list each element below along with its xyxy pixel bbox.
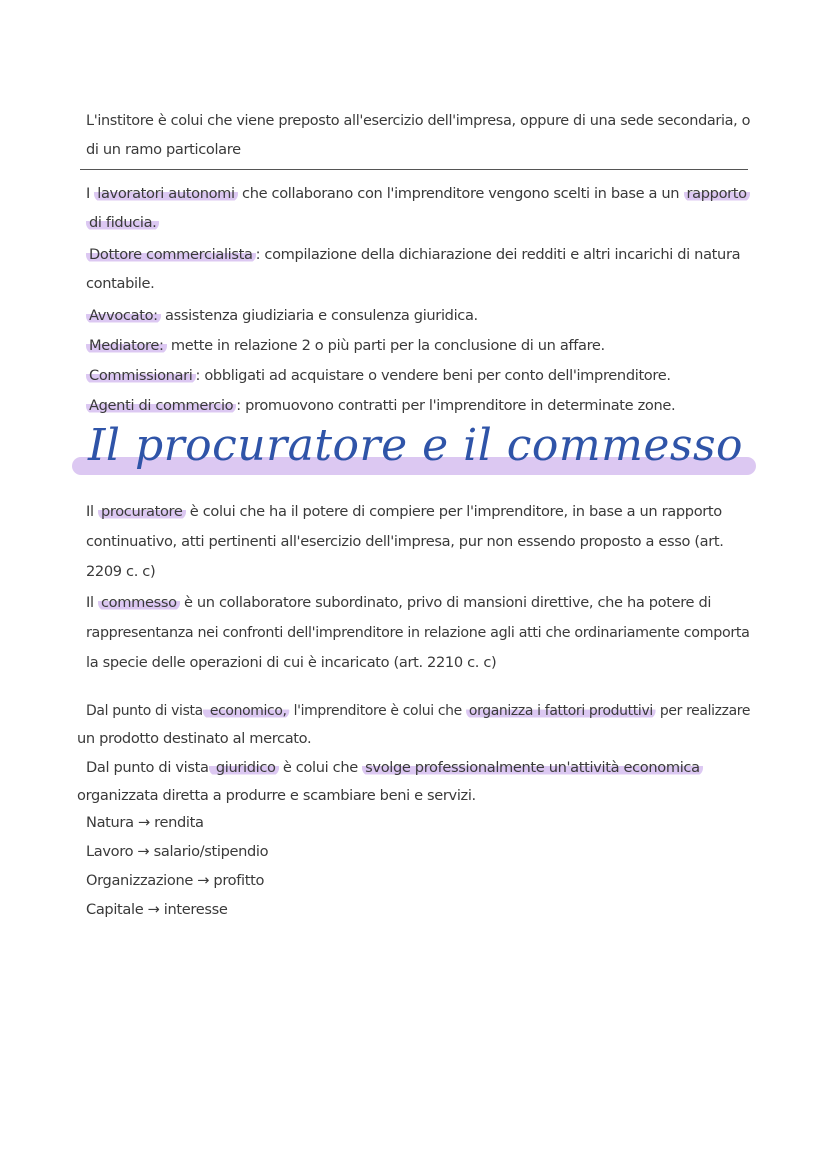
autonomi-line-1 [86,184,750,204]
giuridico-line-2: organizzata diretta a produrre e scambiare beni e servizi. [77,787,476,804]
text: Il [86,503,98,520]
autonomi-line-2 [86,213,159,233]
procuratore-line-3: 2209 c. c) [86,563,156,580]
text: è un collaboratore subordinato, privo di mansioni direttive, che ha potere di [179,594,712,611]
profession-mediatore [86,336,605,356]
term-highlight: Mediatore: [86,337,167,354]
term-text: : obbligati ad acquistare o vendere beni per conto dell'imprenditore. [195,367,671,384]
profession-commercialista [86,245,740,265]
highlight-giuridico: giuridico [209,759,279,776]
section-divider [80,169,748,170]
highlight-attivita-economica: svolge professionalmente un'attività economica [362,759,703,776]
profession-commissionari [86,366,671,386]
term-text: assistenza giudiziaria e consulenza giuridica. [160,307,478,324]
text: è colui che [278,759,363,776]
text: Dal punto di vista [86,759,209,776]
factor-item: Organizzazione → profitto [86,872,265,889]
profession-avvocato [86,306,478,326]
text: è colui che ha il potere di compiere per l'imprenditore, in base a un rapporto [185,503,722,520]
text: che collaborano con l'imprenditore vengono scelti in base a un [237,185,684,202]
giuridico-line-1 [86,758,703,778]
profession-agenti [86,396,675,416]
highlight-procuratore: procuratore [98,503,186,520]
profession-commercialista-cont [86,274,154,294]
term-highlight: Agenti di commercio [86,397,236,414]
institore-line-2: di un ramo particolare [86,141,241,158]
economico-line-2: un prodotto destinato al mercato. [77,730,312,747]
term-text: mette in relazione 2 o più parti per la conclusione di un affare. [166,337,605,354]
term-text: : promuovono contratti per l'imprenditore in determinate zone. [236,397,676,414]
text: Dal punto di vista [86,703,203,719]
highlight-fattori-produttivi: organizza i fattori produttivi [466,703,656,719]
procuratore-line-1 [86,502,722,522]
commesso-line-1 [86,593,711,613]
factor-item: Natura → rendita [86,814,204,831]
text: I [86,185,95,202]
economico-line-1 [86,701,750,721]
term-highlight: Dottore commercialista [86,246,256,263]
term-highlight: Commissionari [86,367,196,384]
highlight-economico: economico, [203,703,290,719]
term-text: contabile. [86,275,155,292]
commesso-line-3: la specie delle operazioni di cui è incaricato (art. 2210 c. c) [86,654,497,671]
term-text: : compilazione della dichiarazione dei redditi e altri incarichi di natura [255,246,741,263]
term-highlight: Avvocato: [86,307,161,324]
procuratore-line-2: continuativo, atti pertinenti all'esercizio dell'impresa, pur non essendo proposto a esso (art. [86,533,724,550]
factor-item: Lavoro → salario/stipendio [86,843,269,860]
section-title: Il procuratore e il commesso [88,420,744,471]
highlight-commesso: commesso [98,594,180,611]
commesso-line-2: rappresentanza nei confronti dell'imprenditore in relazione agli atti che ordinariamente comporta [86,624,750,641]
highlight-di-fiducia: di fiducia. [86,214,159,231]
text: Il [86,594,98,611]
highlight-rapporto: rapporto [684,185,750,202]
text: l'imprenditore è colui che [289,703,466,719]
text: per realizzare [655,703,751,719]
highlight-lavoratori-autonomi: lavoratori autonomi [94,185,238,202]
institore-line-1: L'institore è colui che viene preposto all'esercizio dell'impresa, oppure di una sede secondaria, o [86,112,751,129]
factor-item: Capitale → interesse [86,901,228,918]
